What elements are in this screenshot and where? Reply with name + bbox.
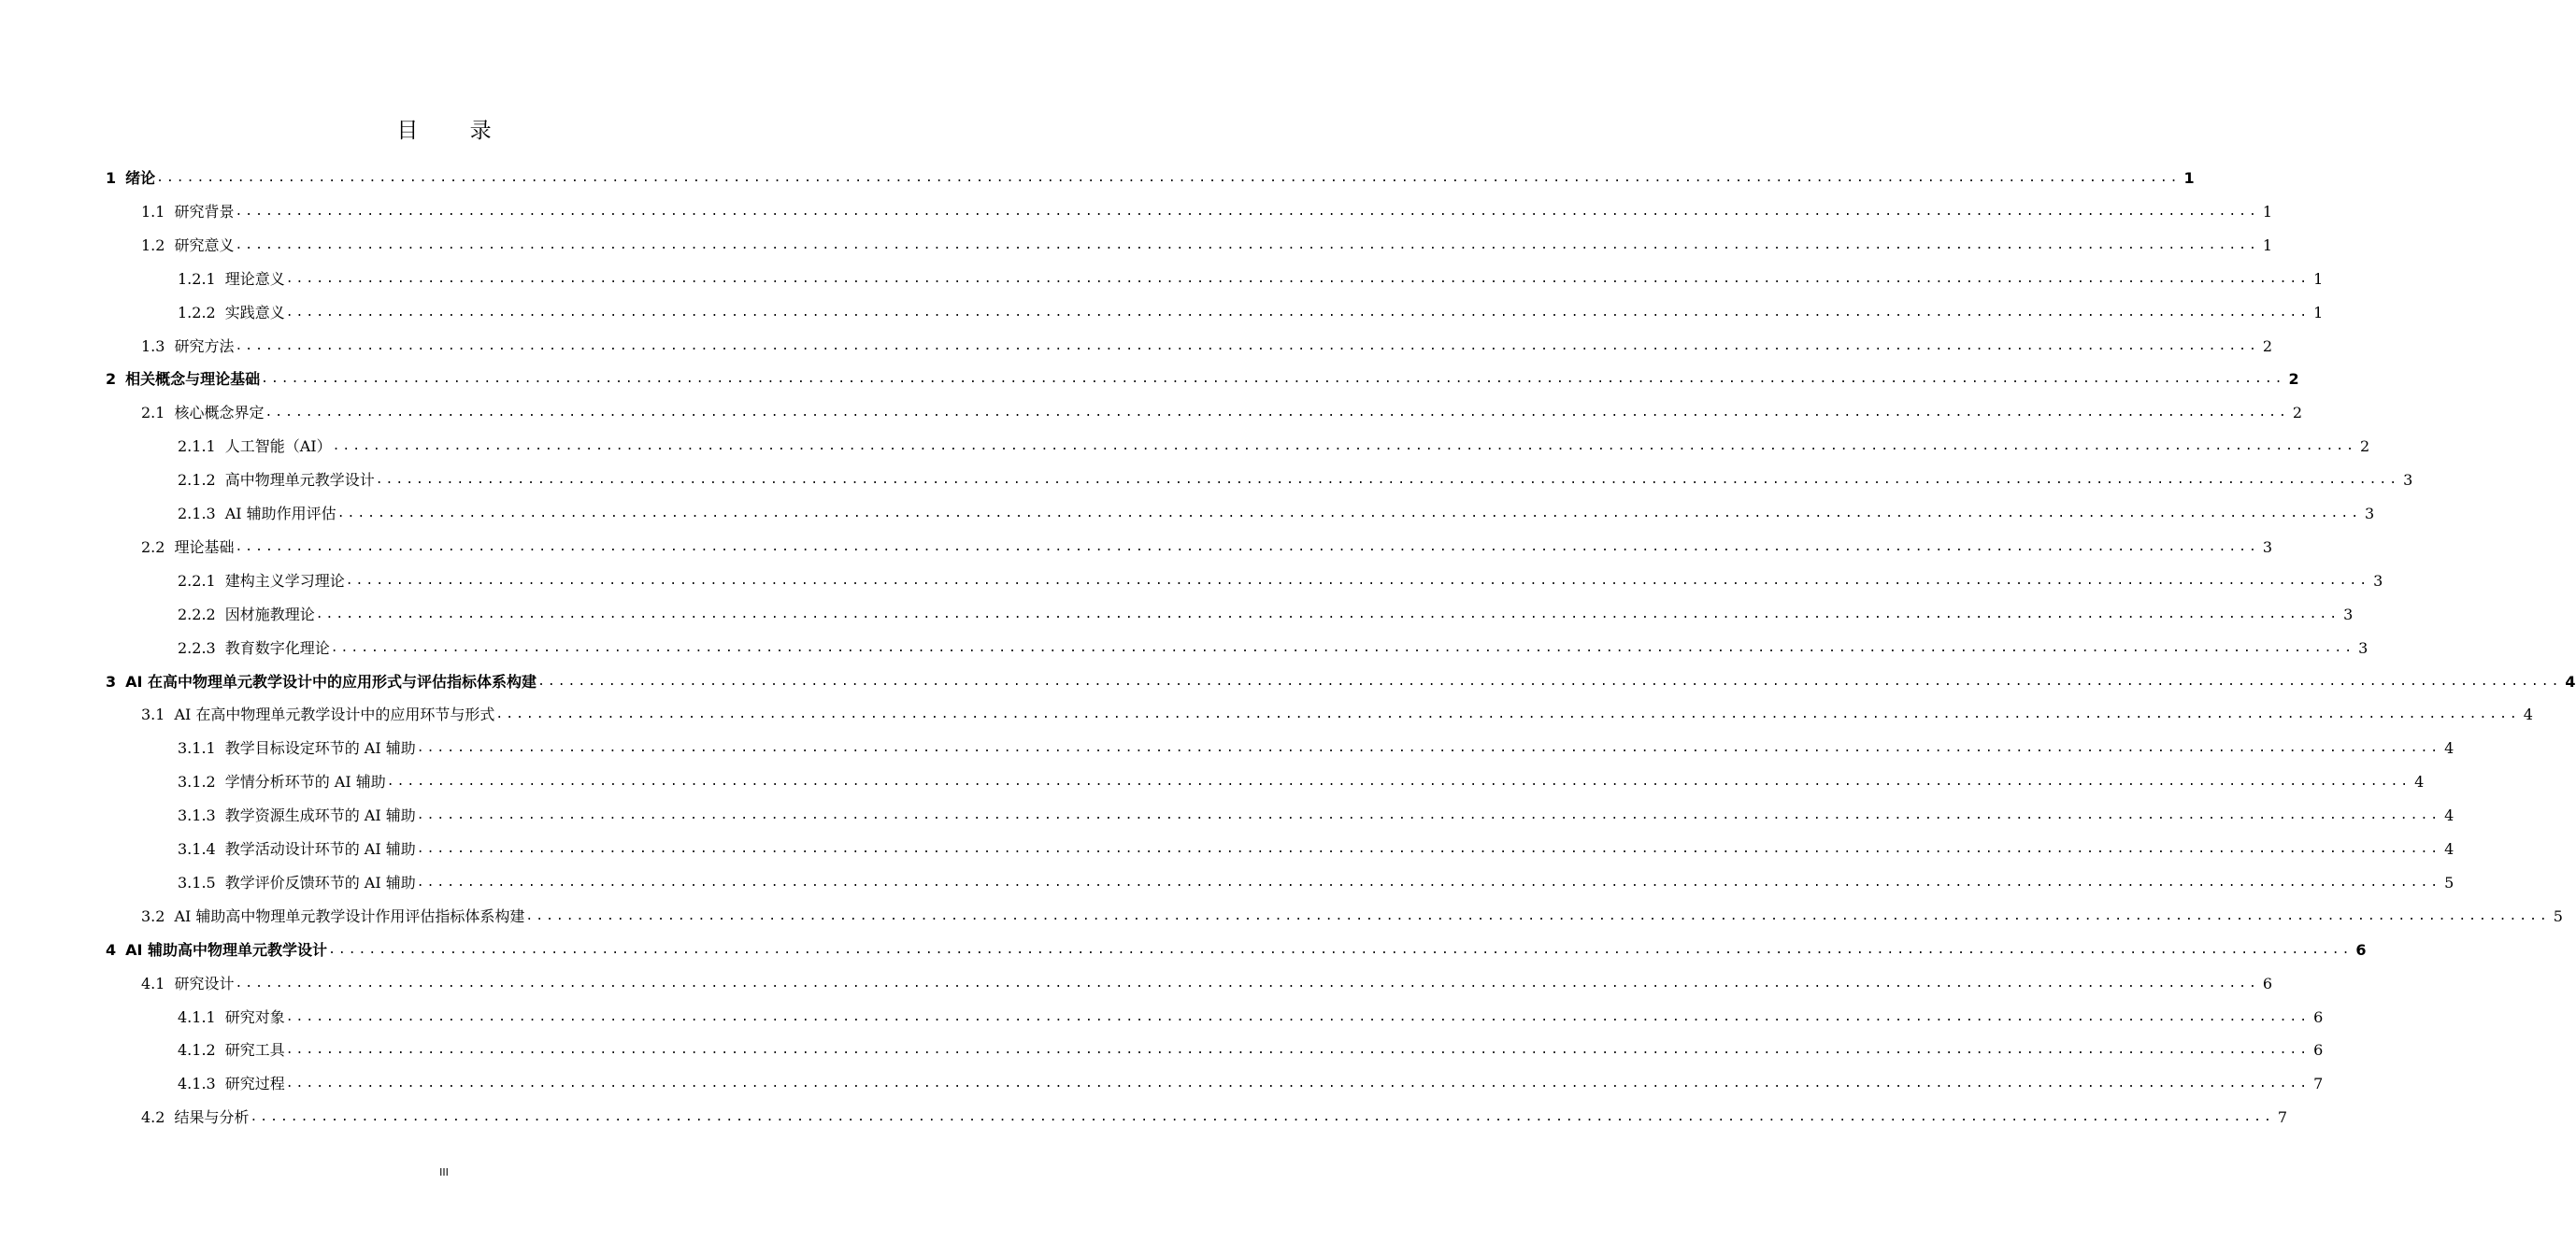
toc-entry-title: AI 在高中物理单元教学设计中的应用形式与评估指标体系构建 bbox=[125, 673, 537, 691]
page-title: 目 录 bbox=[396, 119, 514, 143]
toc-entry[interactable] bbox=[178, 833, 2454, 866]
toc-entry[interactable] bbox=[178, 1034, 2324, 1067]
toc-entry-title: 教学评价反馈环节的 AI 辅助 bbox=[224, 874, 416, 892]
toc-entry-page: 4 bbox=[2444, 840, 2454, 858]
toc-entry-number: 1.2 bbox=[141, 236, 165, 254]
toc-entry-number: 1.1 bbox=[141, 203, 165, 221]
toc-entry[interactable] bbox=[141, 900, 2563, 934]
toc-entry-page: 2 bbox=[2292, 404, 2302, 421]
toc-entry-page: 2 bbox=[2288, 370, 2299, 388]
toc-entry[interactable] bbox=[178, 732, 2454, 765]
page-number-footer: III bbox=[439, 1166, 449, 1178]
toc-entry-title: 教学资源生成环节的 AI 辅助 bbox=[224, 806, 416, 824]
toc-entry[interactable] bbox=[141, 1101, 2287, 1135]
toc-entry-page: 5 bbox=[2444, 874, 2454, 892]
toc-entry-page: 3 bbox=[2365, 505, 2375, 522]
toc-entry-number: 4.2 bbox=[141, 1108, 165, 1126]
toc-dot-leader: ........................................................................................................................................................................................................ bbox=[235, 540, 2259, 554]
toc-dot-leader: ........................................................................................................................................................................................................ bbox=[250, 1110, 2274, 1124]
toc-entry[interactable] bbox=[178, 1001, 2324, 1035]
toc-entry-page: 7 bbox=[2277, 1108, 2287, 1126]
toc-entry-page: 3 bbox=[2358, 639, 2368, 657]
toc-entry-page: 1 bbox=[2313, 304, 2324, 321]
toc-dot-leader: ........................................................................................................................................................................................................ bbox=[336, 507, 2362, 521]
toc-entry-title: AI 在高中物理单元教学设计中的应用环节与形式 bbox=[174, 706, 495, 723]
toc-entry-number: 1.2.1 bbox=[178, 270, 216, 288]
toc-entry-title: AI 辅助作用评估 bbox=[224, 505, 336, 522]
toc-entry-number: 2.2.2 bbox=[178, 606, 216, 623]
toc-entry-title: 研究意义 bbox=[174, 236, 235, 254]
toc-dot-leader: ........................................................................................................................................................................................................ bbox=[345, 574, 2370, 588]
toc-entry-title: 教育数字化理论 bbox=[224, 639, 330, 657]
toc-entry-title: 相关概念与理论基础 bbox=[125, 370, 261, 388]
toc-entry[interactable] bbox=[106, 162, 2195, 195]
toc-entry[interactable] bbox=[178, 866, 2454, 900]
toc-entry-title: 教学目标设定环节的 AI 辅助 bbox=[224, 739, 416, 757]
toc-entry-number: 4.1 bbox=[141, 975, 165, 992]
toc-entry-number: 3 bbox=[106, 673, 117, 691]
toc-entry-title: 研究过程 bbox=[224, 1075, 285, 1092]
toc-entry-title: 研究工具 bbox=[224, 1041, 285, 1059]
toc-dot-leader: ........................................................................................................................................................................................................ bbox=[235, 238, 2259, 252]
toc-entry-title: 结果与分析 bbox=[174, 1108, 250, 1126]
toc-entry-number: 2.1.3 bbox=[178, 505, 216, 522]
toc-entry-page: 4 bbox=[2565, 673, 2576, 691]
toc-entry-number: 2.1.1 bbox=[178, 437, 216, 455]
toc-entry-title: 绪论 bbox=[125, 169, 156, 187]
toc-entry-page: 6 bbox=[2262, 975, 2272, 992]
toc-dot-leader: ........................................................................................................................................................................................................ bbox=[285, 1043, 2311, 1057]
toc-entry-page: 6 bbox=[2313, 1041, 2324, 1059]
toc-dot-leader: ........................................................................................................................................................................................................ bbox=[235, 339, 2259, 353]
toc-dot-leader: ........................................................................................................................................................................................................ bbox=[235, 977, 2259, 991]
toc-entry-number: 2.2.3 bbox=[178, 639, 216, 657]
toc-entry[interactable] bbox=[141, 967, 2272, 1001]
toc-entry-title: 人工智能（AI） bbox=[224, 437, 332, 455]
toc-dot-leader: ........................................................................................................................................................................................................ bbox=[537, 675, 2562, 689]
toc-dot-leader: ........................................................................................................................................................................................................ bbox=[261, 372, 2285, 386]
toc-entry-number: 1.3 bbox=[141, 337, 165, 355]
toc-entry-page: 5 bbox=[2553, 907, 2563, 925]
toc-entry[interactable] bbox=[141, 396, 2302, 430]
toc-entry-page: 7 bbox=[2313, 1075, 2324, 1092]
toc-entry-number: 2.2 bbox=[141, 538, 165, 556]
toc-entry[interactable] bbox=[178, 598, 2354, 632]
toc-entry-page: 2 bbox=[2262, 337, 2272, 355]
toc-entry-title: 教学活动设计环节的 AI 辅助 bbox=[224, 840, 416, 858]
toc-entry-number: 3.1.5 bbox=[178, 874, 216, 892]
toc-entry[interactable] bbox=[141, 531, 2272, 564]
toc-entry-page: 1 bbox=[2262, 236, 2272, 254]
toc-entry-page: 3 bbox=[2262, 538, 2272, 556]
toc-dot-leader: ........................................................................................................................................................................................................ bbox=[416, 876, 2441, 890]
toc-entry-number: 4.1.1 bbox=[178, 1008, 216, 1026]
toc-entry-title: 研究对象 bbox=[224, 1008, 285, 1026]
toc-entry-number: 3.1.2 bbox=[178, 773, 216, 791]
toc-entry-page: 4 bbox=[2444, 739, 2454, 757]
toc-dot-leader: ........................................................................................................................................................................................................ bbox=[386, 775, 2411, 789]
toc-entry-title: AI 辅助高中物理单元教学设计作用评估指标体系构建 bbox=[174, 907, 525, 925]
toc-entry-number: 1 bbox=[106, 169, 117, 187]
toc-entry-page: 1 bbox=[2262, 203, 2272, 221]
toc-entry-title: 学情分析环节的 AI 辅助 bbox=[224, 773, 386, 791]
toc-entry-title: 研究背景 bbox=[174, 203, 235, 221]
toc-entry-number: 2 bbox=[106, 370, 117, 388]
toc-entry-title: 理论意义 bbox=[224, 270, 285, 288]
toc-entry-number: 4 bbox=[106, 941, 117, 959]
toc-dot-leader: ........................................................................................................................................................................................................ bbox=[156, 171, 2181, 185]
toc-dot-leader: ........................................................................................................................................................................................................ bbox=[332, 439, 2356, 453]
toc-entry[interactable] bbox=[106, 665, 2576, 699]
toc-dot-leader: ........................................................................................................................................................................................................ bbox=[328, 943, 2353, 957]
toc-dot-leader: ........................................................................................................................................................................................................ bbox=[416, 741, 2441, 755]
toc-dot-leader: ........................................................................................................................................................................................................ bbox=[285, 1077, 2311, 1091]
toc-entry[interactable] bbox=[106, 934, 2367, 967]
toc-dot-leader: ........................................................................................................................................................................................................ bbox=[285, 306, 2311, 320]
toc-entry[interactable] bbox=[106, 363, 2299, 396]
toc-entry-page: 1 bbox=[2183, 169, 2195, 187]
toc-entry-title: 研究设计 bbox=[174, 975, 235, 992]
toc-entry-page: 6 bbox=[2313, 1008, 2324, 1026]
toc-entry-number: 3.1.1 bbox=[178, 739, 216, 757]
toc-entry[interactable] bbox=[141, 229, 2272, 263]
toc-entry[interactable] bbox=[141, 698, 2533, 732]
toc-entry-title: 理论基础 bbox=[174, 538, 235, 556]
toc-dot-leader: ........................................................................................................................................................................................................ bbox=[416, 842, 2441, 856]
toc-entry[interactable] bbox=[141, 195, 2272, 229]
toc-entry-title: 因材施教理论 bbox=[224, 606, 315, 623]
toc-dot-leader: ........................................................................................................................................................................................................ bbox=[265, 406, 2289, 420]
toc-dot-leader: ........................................................................................................................................................................................................ bbox=[495, 707, 2520, 721]
toc-entry[interactable] bbox=[178, 799, 2454, 833]
toc-entry[interactable] bbox=[178, 430, 2370, 464]
toc-entry[interactable] bbox=[178, 497, 2375, 531]
toc-dot-leader: ........................................................................................................................................................................................................ bbox=[375, 473, 2400, 487]
toc-entry-title: 核心概念界定 bbox=[174, 404, 265, 421]
toc-dot-leader: ........................................................................................................................................................................................................ bbox=[285, 272, 2311, 286]
toc-entry[interactable] bbox=[178, 296, 2324, 330]
toc-entry[interactable] bbox=[178, 1067, 2324, 1101]
toc-entry[interactable] bbox=[178, 632, 2368, 665]
toc-entry-number: 3.1 bbox=[141, 706, 165, 723]
toc-entry-page: 2 bbox=[2359, 437, 2370, 455]
toc-dot-leader: ........................................................................................................................................................................................................ bbox=[235, 205, 2259, 219]
toc-entry-page: 3 bbox=[2373, 572, 2383, 590]
toc-entry[interactable] bbox=[178, 263, 2324, 296]
toc-entry-number: 3.1.3 bbox=[178, 806, 216, 824]
toc-entry[interactable] bbox=[178, 564, 2383, 598]
toc-entry-title: 建构主义学习理论 bbox=[224, 572, 345, 590]
toc-entry[interactable] bbox=[141, 330, 2272, 364]
toc-entry-page: 3 bbox=[2343, 606, 2354, 623]
toc-entry[interactable] bbox=[178, 464, 2413, 497]
toc-dot-leader: ........................................................................................................................................................................................................ bbox=[416, 808, 2441, 822]
toc-entry-title: AI 辅助高中物理单元教学设计 bbox=[125, 941, 328, 959]
toc-entry-title: 高中物理单元教学设计 bbox=[224, 471, 375, 489]
toc-entry-page: 6 bbox=[2355, 941, 2367, 959]
toc-entry-number: 2.1 bbox=[141, 404, 165, 421]
toc-entry-page: 3 bbox=[2403, 471, 2413, 489]
toc-entry-number: 2.2.1 bbox=[178, 572, 216, 590]
toc-entry-number: 4.1.2 bbox=[178, 1041, 216, 1059]
toc-entry-number: 2.1.2 bbox=[178, 471, 216, 489]
toc-entry-page: 4 bbox=[2414, 773, 2425, 791]
toc-dot-leader: ........................................................................................................................................................................................................ bbox=[525, 909, 2550, 923]
toc-entry-number: 1.2.2 bbox=[178, 304, 216, 321]
toc-entry-number: 3.2 bbox=[141, 907, 165, 925]
toc-entry-page: 4 bbox=[2444, 806, 2454, 824]
toc-entry-number: 4.1.3 bbox=[178, 1075, 216, 1092]
toc-entry-page: 1 bbox=[2313, 270, 2324, 288]
toc-dot-leader: ........................................................................................................................................................................................................ bbox=[315, 607, 2340, 621]
toc-entry-number: 3.1.4 bbox=[178, 840, 216, 858]
toc-entry-page: 4 bbox=[2523, 706, 2533, 723]
toc-dot-leader: ........................................................................................................................................................................................................ bbox=[330, 641, 2355, 655]
toc-entry-title: 实践意义 bbox=[224, 304, 285, 321]
toc-dot-leader: ........................................................................................................................................................................................................ bbox=[285, 1010, 2311, 1024]
toc-entry[interactable] bbox=[178, 765, 2425, 799]
toc-entry-title: 研究方法 bbox=[174, 337, 235, 355]
